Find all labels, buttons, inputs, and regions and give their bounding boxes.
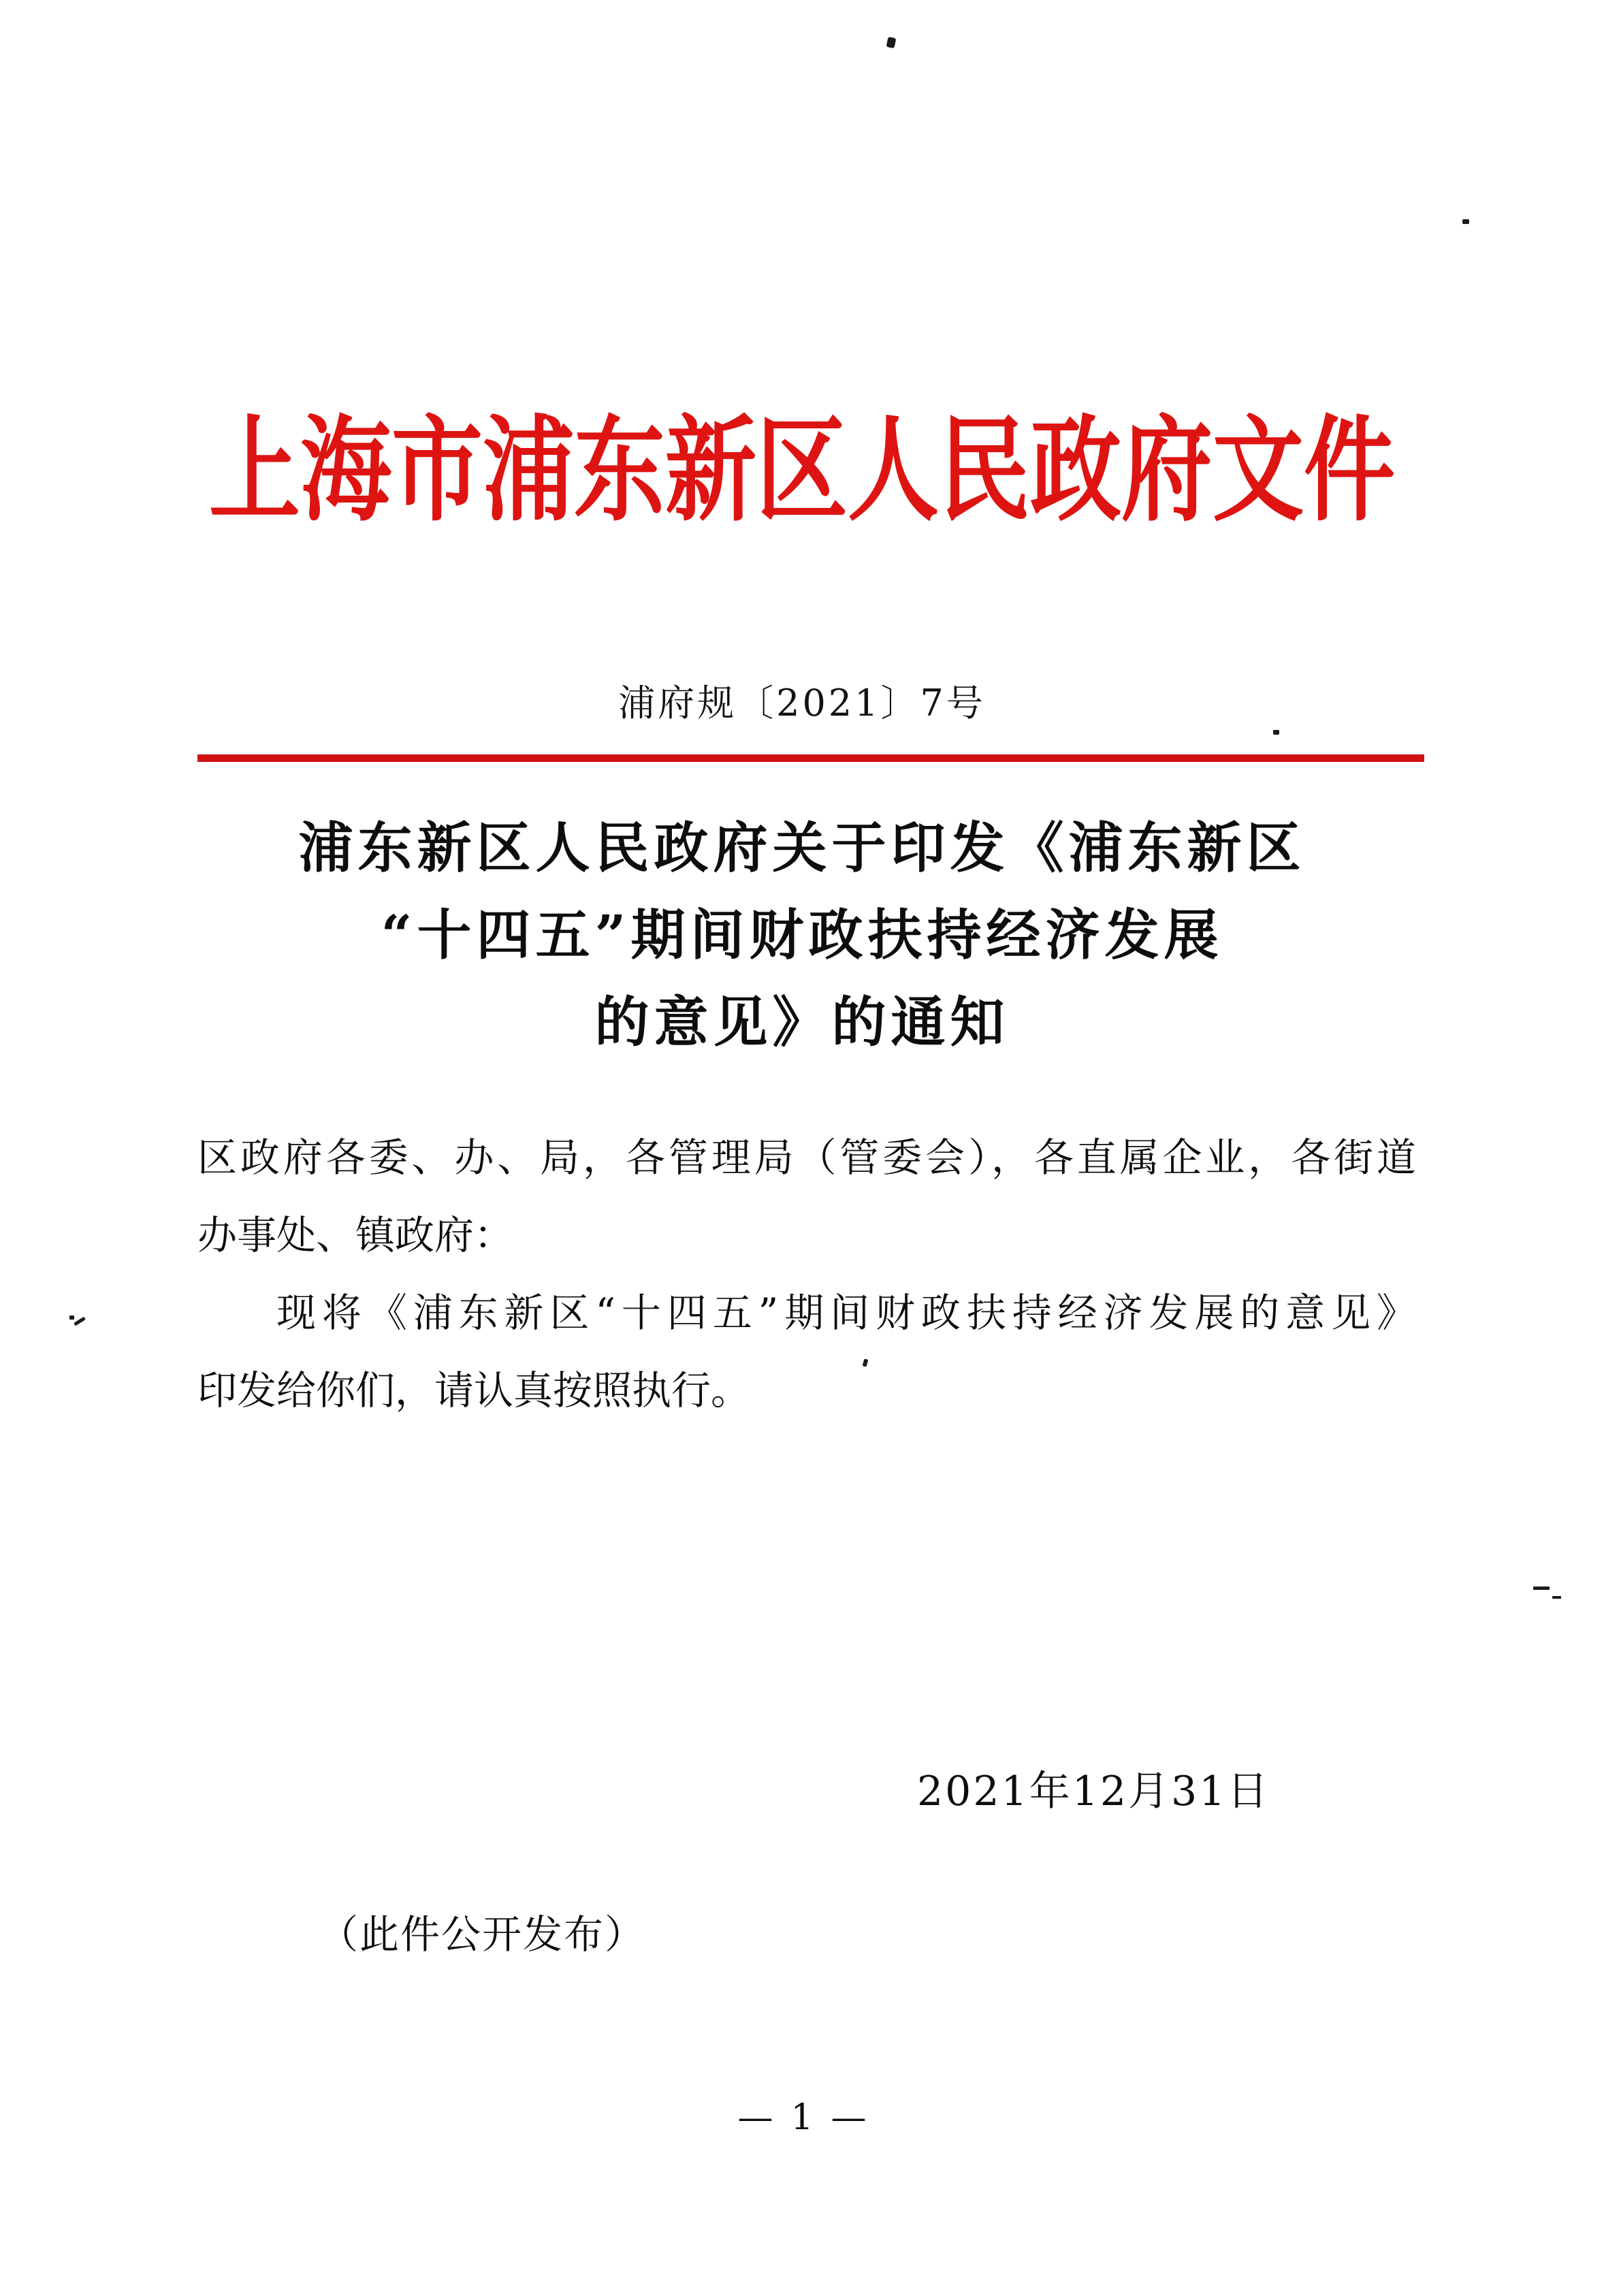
salutation-line-2: 办事处、镇政府： — [197, 1212, 514, 1258]
document-number: 浦府规〔2021〕7号 — [618, 682, 986, 724]
document-title — [0, 804, 1604, 1066]
footer-dash-right: — — [831, 2097, 867, 2138]
red-divider-line — [197, 754, 1424, 762]
title-line-1: 浦东新区人民政府关于印发《浦东新区 — [298, 816, 1306, 880]
body-paragraph-line-2: 印发给你们，请认真按照执行。 — [197, 1367, 751, 1414]
scan-speck — [1273, 730, 1279, 735]
letterhead-title: 上海市浦东新区人民政府文件 — [208, 402, 1395, 537]
scan-speck — [886, 37, 897, 48]
body-paragraph-line-1: 现将《浦东新区“十四五”期间财政扶持经济发展的意见》 — [276, 1290, 1416, 1336]
publish-note: （此件公开发布） — [319, 1911, 646, 1958]
scan-speck — [74, 1317, 86, 1326]
scan-speck — [1533, 1587, 1550, 1590]
scan-speck — [69, 1316, 74, 1320]
title-line-2: “十四五”期间财政扶持经济发展 — [381, 903, 1223, 967]
footer-dash-left: — — [737, 2097, 773, 2138]
page-number: 1 — [790, 2097, 814, 2138]
page-footer — [0, 2099, 1604, 2137]
scan-speck — [1552, 1596, 1561, 1599]
scan-speck — [1462, 219, 1469, 224]
document-date: 2021年12月31日 — [917, 1768, 1270, 1815]
document-body — [197, 1119, 1416, 1429]
title-line-3: 的意见》的通知 — [594, 990, 1010, 1054]
salutation-line-1: 区政府各委、办、局，各管理局（管委会），各直属企业，各街道 — [197, 1134, 1416, 1181]
